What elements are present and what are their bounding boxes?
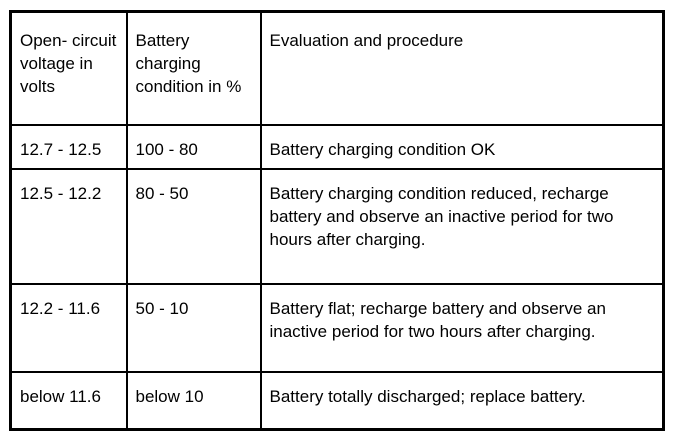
table-header-row	[11, 12, 664, 125]
cell-charge: 50 - 10	[127, 284, 261, 372]
table-row	[11, 169, 664, 284]
cell-evaluation: Battery totally discharged; replace battery.	[261, 372, 664, 430]
cell-charge: 80 - 50	[127, 169, 261, 284]
cell-charge: below 10	[127, 372, 261, 430]
header-evaluation: Evaluation and procedure	[261, 12, 664, 125]
header-voltage: Open- circuit voltage in volts	[11, 12, 127, 125]
cell-voltage: 12.2 - 11.6	[11, 284, 127, 372]
cell-evaluation: Battery flat; recharge battery and observe an inactive period for two hours after charging.	[261, 284, 664, 372]
cell-evaluation: Battery charging condition reduced, recharge battery and observe an inactive period for two hours after charging.	[261, 169, 664, 284]
table-row	[11, 372, 664, 430]
cell-evaluation: Battery charging condition OK	[261, 125, 664, 169]
cell-voltage: below 11.6	[11, 372, 127, 430]
cell-charge: 100 - 80	[127, 125, 261, 169]
cell-voltage: 12.5 - 12.2	[11, 169, 127, 284]
table-row	[11, 284, 664, 372]
battery-voltage-table	[9, 10, 665, 431]
header-charging-condition: Battery charging condition in %	[127, 12, 261, 125]
cell-voltage: 12.7 - 12.5	[11, 125, 127, 169]
table-row	[11, 125, 664, 169]
